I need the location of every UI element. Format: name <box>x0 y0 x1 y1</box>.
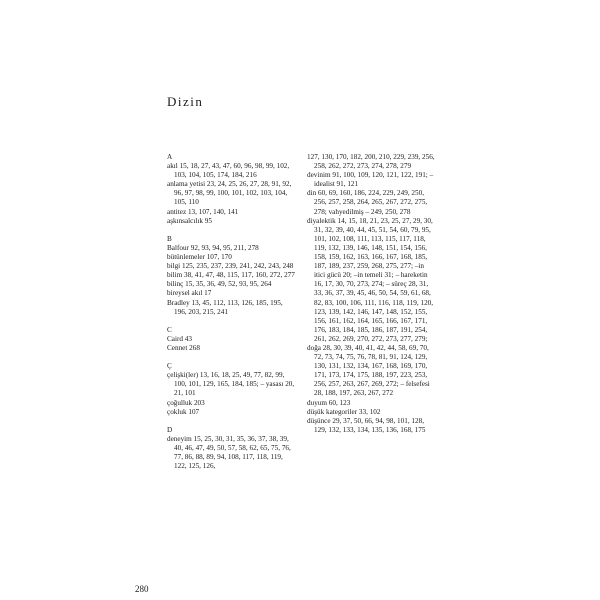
index-entry: Cennet 268 <box>167 343 200 352</box>
section-letter: B <box>167 234 172 243</box>
index-entry: 127, 130, 170, 182, 200, 210, 229, 239, 256, 258, 262, 272, 273, 274, 278, 279 <box>307 153 435 171</box>
index-entry: bireysel akıl 17 <box>167 289 212 298</box>
index-entry: düşünce 29, 37, 50, 66, 94, 98, 101, 128, 129, 132, 133, 134, 135, 136, 168, 175 <box>307 416 426 434</box>
index-entry: bilgi 125, 235, 237, 239, 241, 242, 243, 248 <box>167 262 294 271</box>
index-entry: aşkınsalcılık 95 <box>167 216 212 225</box>
page-number: 280 <box>135 584 149 594</box>
section-gap <box>167 317 295 326</box>
section-letter: D <box>167 425 173 434</box>
index-entry: bilim 38, 41, 47, 48, 115, 117, 160, 272, 277 <box>167 271 295 280</box>
index-entry: anlama yetisi 23, 24, 25, 26, 27, 28, 91, 92, 96, 97, 98, 99, 100, 101, 102, 103, 104, 105, 110 <box>167 180 292 207</box>
section-letter: A <box>167 153 173 161</box>
index-entry: çelişki(ler) 13, 16, 18, 25, 49, 77, 82, 99, 100, 101, 129, 165, 184, 185; – yasası 20, 21, 101 <box>167 371 295 398</box>
index-entry: duyum 60, 123 <box>307 398 351 407</box>
section-letter: C <box>167 325 172 334</box>
index-entry: deneyim 15, 25, 30, 31, 35, 36, 37, 38, 39, 40, 46, 47, 49, 50, 57, 58, 62, 65, 75, 76, 77, 86, 88, 89, 94, 108, 117, 118, 119, 122, 125, 126, <box>167 434 291 471</box>
index-column-right <box>307 153 435 435</box>
index-entry: çoğulluk 203 <box>167 398 205 407</box>
index-entry: çokluk 107 <box>167 407 200 416</box>
index-column-left <box>167 153 295 471</box>
index-entry: diyalektik 14, 15, 18, 21, 23, 25, 27, 29, 30, 31, 32, 39, 40, 44, 45, 51, 54, 60, 79, 95, 101, 102, 108, 111, 113, 115, 117, 118, 119, 132, 139, 146, 148, 151, 154, 156, 158, 159, 162, 163, 166, 167, 168, 185, 187, 189, 237, 259, 268, 275, 277; –in itici gücü 20; –in temeli 31; – hareketin 16, 17, 30, 70, 273, 274; – süreç 28, 31, 33, 36, 37, 39, 45, 46, 50, 54, 59, 61, 68, 82, 83, 100, 106, 111, 116, 118, 119, 120, 123, 139, 142, 146, 147, 148, 152, 155, 156, 161, 162, 164, 165, 166, 167, 171, 176, 183, 184, 185, 186, 187, 191, 254, 261, 262, 269, 270, 272, 273, 277, 279; <box>307 216 434 343</box>
section-gap <box>167 353 295 362</box>
index-entry: düşük kategoriler 33, 102 <box>307 407 381 416</box>
index-entry: Caird 43 <box>167 334 192 343</box>
index-entry: bilinç 15, 35, 36, 49, 52, 93, 95, 264 <box>167 280 272 289</box>
index-entry: antitez 13, 107, 140, 141 <box>167 207 239 216</box>
index-entry: akıl 15, 18, 27, 43, 47, 60, 96, 98, 99, 102, 103, 104, 105, 174, 184, 216 <box>167 162 290 180</box>
index-entry: din 60, 69, 160, 186, 224, 229, 249, 250, 256, 257, 258, 264, 265, 267, 272, 275, 278; vahyedilmiş – 249, 250, 278 <box>307 189 428 216</box>
page-title: Dizin <box>167 94 204 109</box>
index-entry: bütünlemeler 107, 170 <box>167 253 232 262</box>
index-entry: Bradley 13, 45, 112, 113, 126, 185, 195, 196, 203, 215, 241 <box>167 298 283 316</box>
section-letter: Ç <box>167 362 172 371</box>
section-gap <box>167 226 295 235</box>
index-entry: doğa 28, 30, 39, 40, 41, 42, 44, 58, 69, 70, 72, 73, 74, 75, 76, 78, 81, 91, 124, 129, 130, 131, 132, 134, 167, 168, 169, 170, 171, 173, 174, 175, 188, 197, 223, 253, 256, 257, 263, 267, 269, 272; – felsefesi 28, 188, 197, 263, 267, 272 <box>307 343 430 398</box>
section-gap <box>167 417 295 426</box>
index-entry: Balfour 92, 93, 94, 95, 211, 278 <box>167 243 259 252</box>
index-entry: devinim 91, 100, 109, 120, 121, 122, 191; – idealist 91, 121 <box>307 171 434 189</box>
